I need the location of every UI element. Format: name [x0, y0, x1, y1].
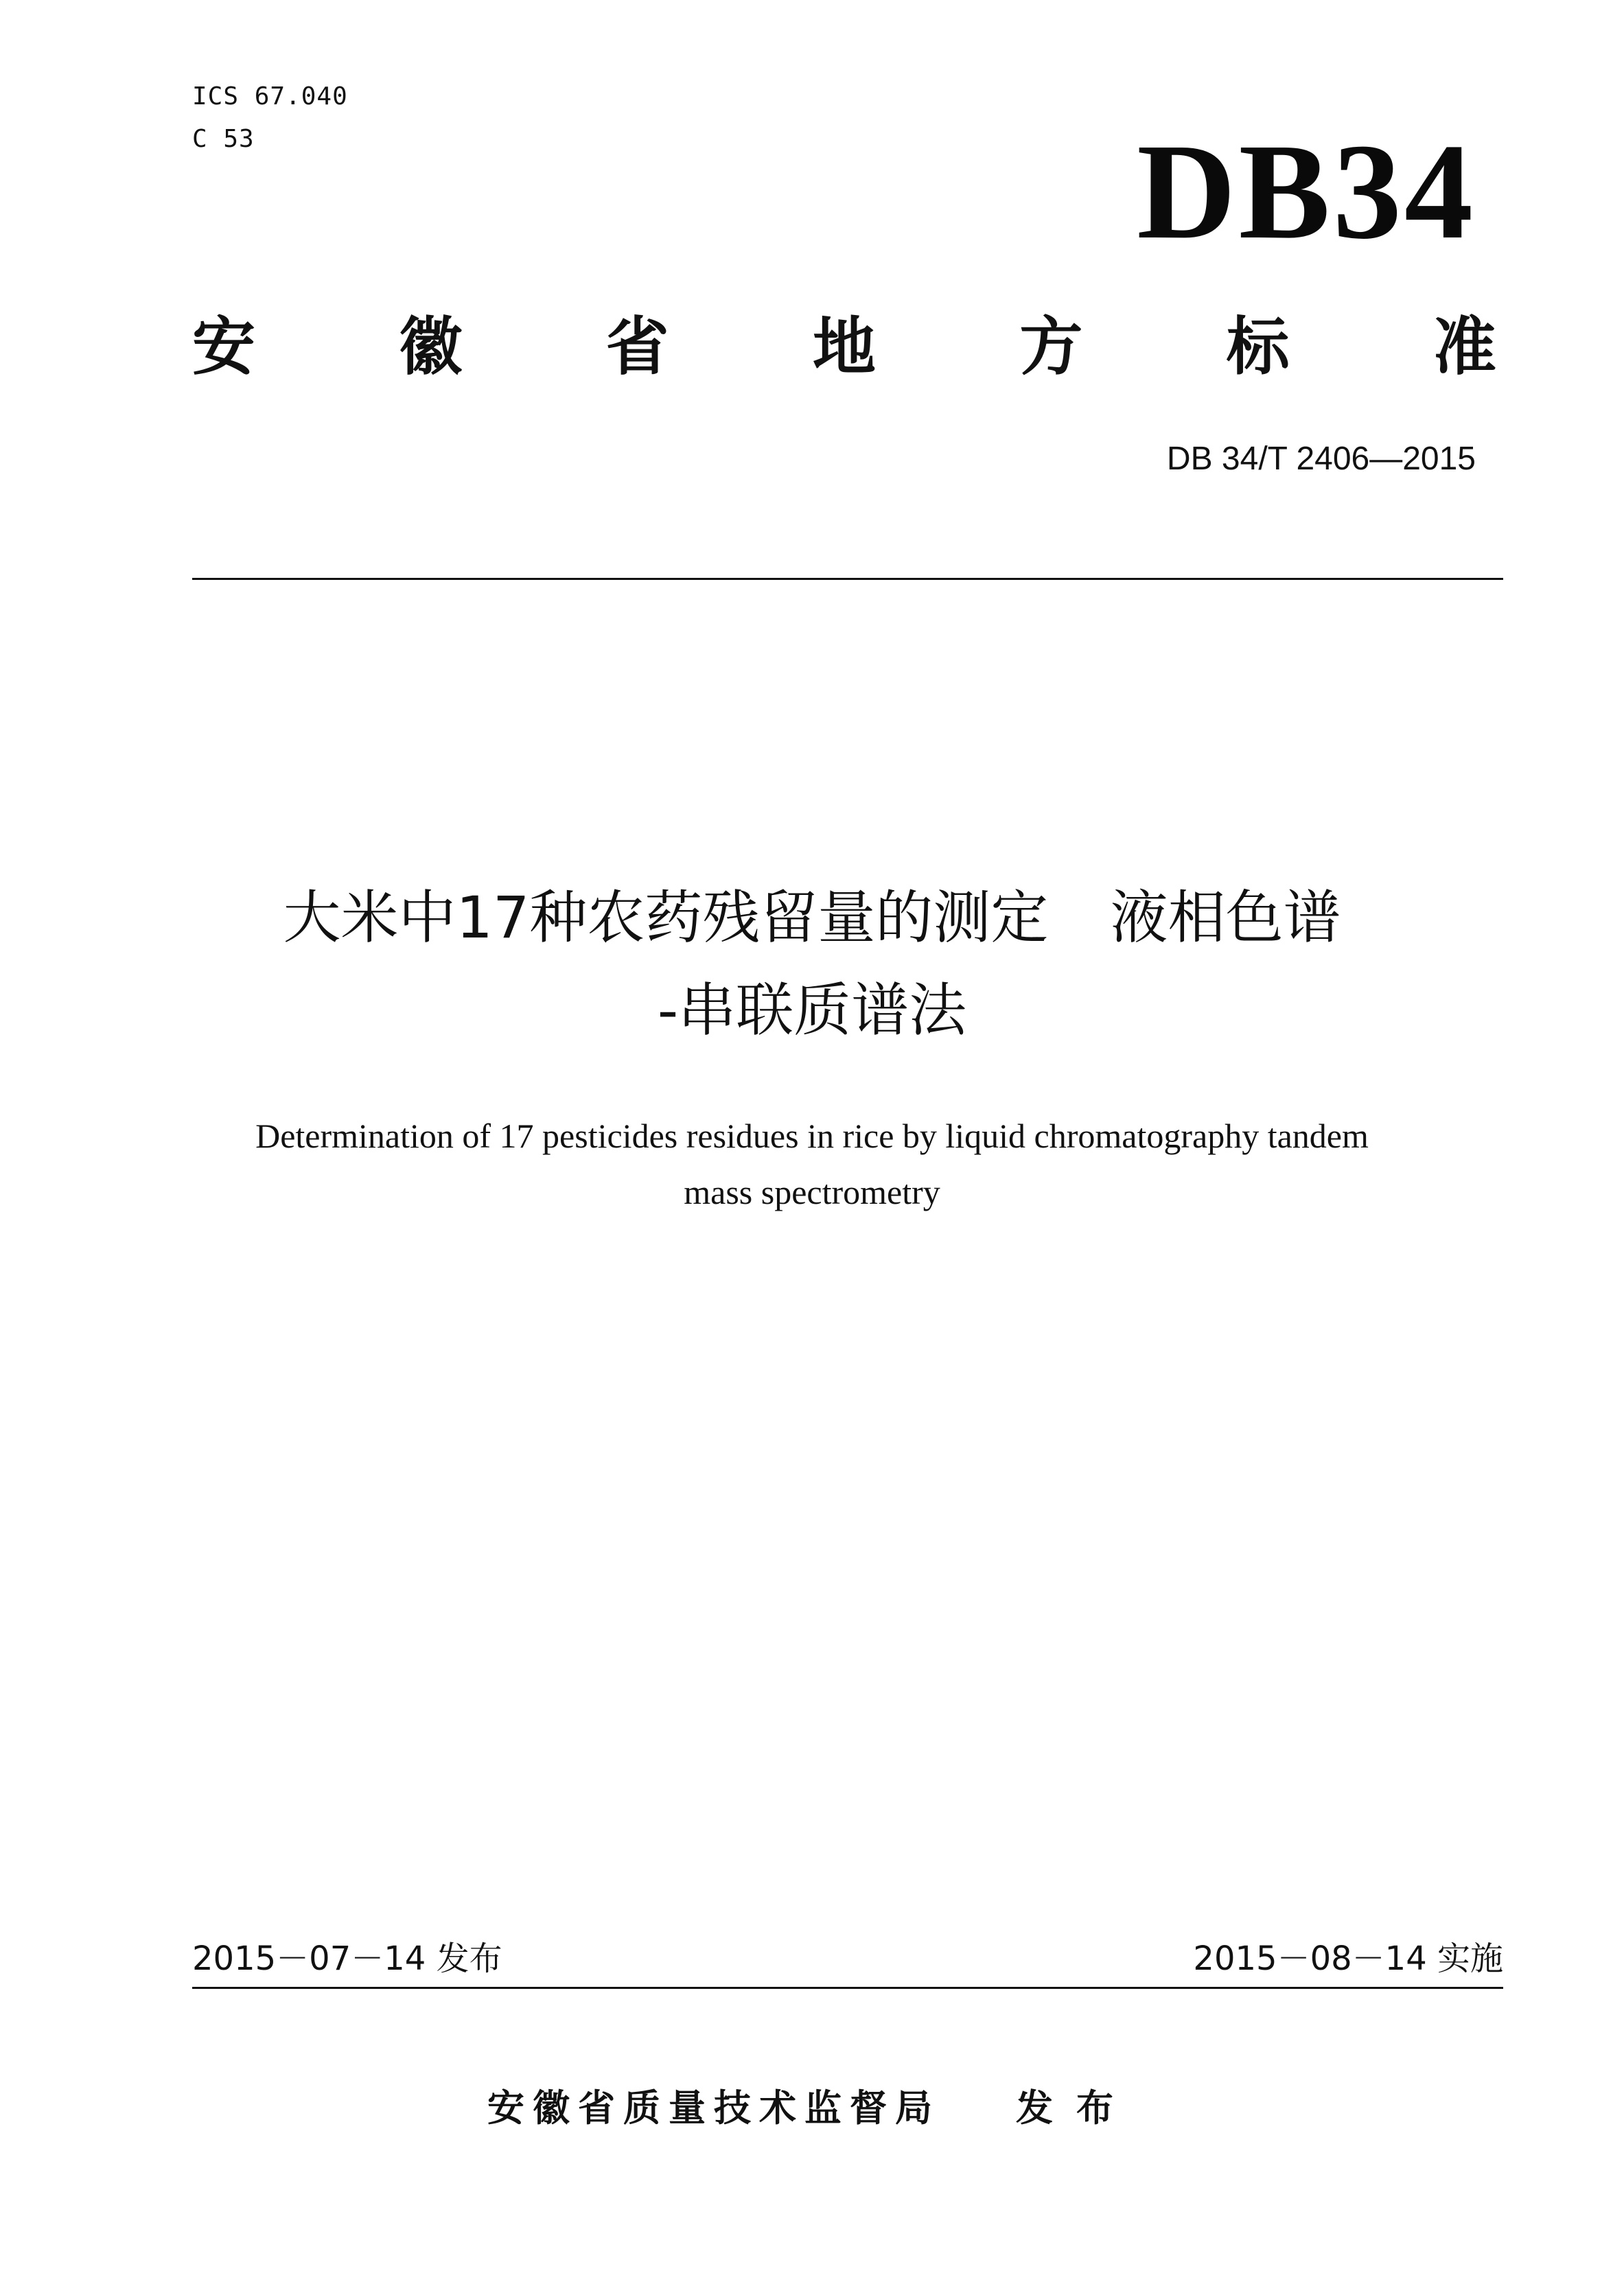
footer-divider — [192, 1987, 1503, 1989]
chinese-title-method: 液相色谱 — [1110, 884, 1341, 951]
standard-type-heading — [192, 310, 1496, 384]
publish-label: 发布 — [1016, 2086, 1137, 2130]
standard-number: DB 34/T 2406—2015 — [1166, 441, 1476, 477]
implementation-date: 2015－08－14 实施 — [1193, 1939, 1503, 1978]
english-title-line-2: mass spectrometry — [684, 1173, 940, 1211]
standard-type-char: 安 — [192, 310, 256, 384]
standard-type-char: 方 — [1019, 310, 1083, 384]
publisher-line — [0, 2086, 1624, 2130]
header-divider — [192, 578, 1503, 580]
english-title-line-1: Determination of 17 pesticides residues in rice by liquid chromatography tandem — [255, 1117, 1369, 1155]
ccs-code: C 53 — [192, 125, 255, 153]
db34-logo: DB34 — [1137, 116, 1476, 268]
standard-type-char: 标 — [1226, 310, 1290, 384]
standard-type-char: 省 — [605, 310, 669, 384]
ics-code: ICS 67.040 — [192, 82, 348, 110]
issue-date: 2015－07－14 发布 — [192, 1939, 502, 1978]
standard-type-char: 地 — [812, 310, 876, 384]
standard-type-char: 准 — [1432, 310, 1496, 384]
standard-type-char: 徽 — [399, 310, 463, 384]
publisher-name: 安徽省质量技术监督局 — [487, 2086, 940, 2130]
chinese-title-line-2: -串联质谱法 — [657, 977, 967, 1044]
chinese-title-line-1 — [0, 884, 1624, 951]
chinese-title-main: 大米中17种农药残留量的测定 — [283, 884, 1049, 951]
